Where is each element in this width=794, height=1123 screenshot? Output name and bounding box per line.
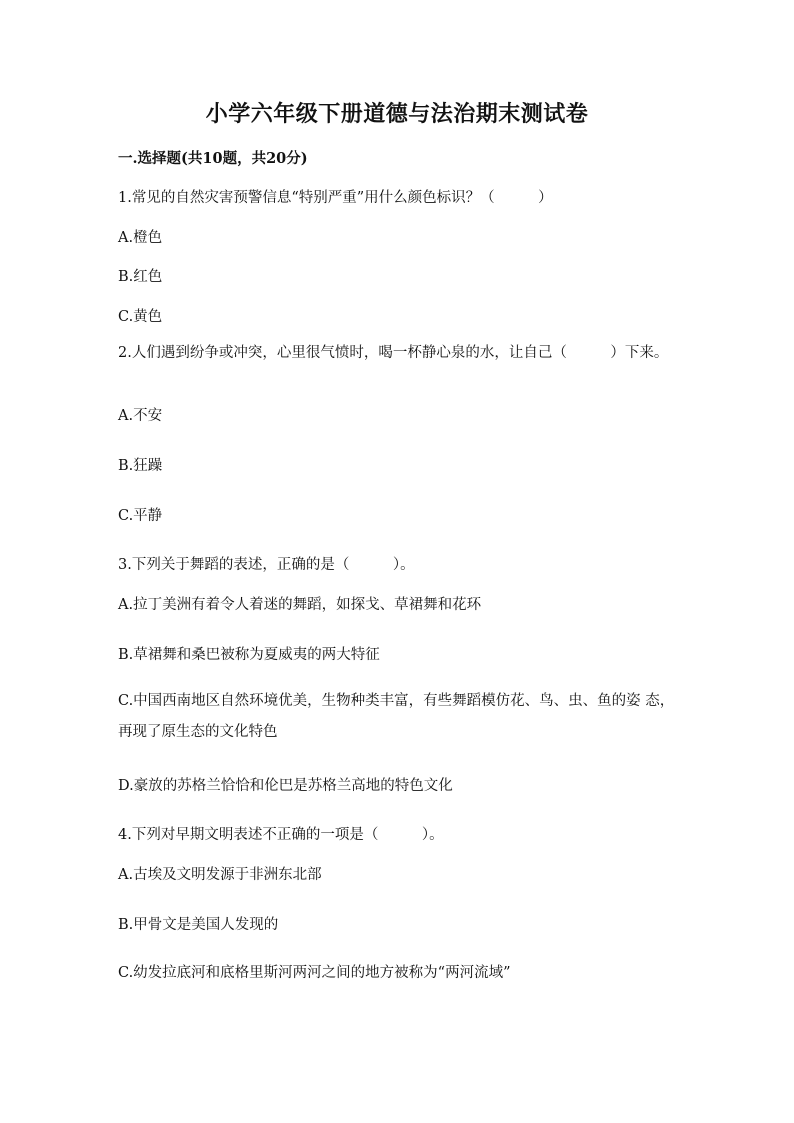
question-3-option-a: A.拉丁美洲有着令人着迷的舞蹈，如探戈、草裙舞和花环 — [118, 597, 482, 613]
question-4-option-c: C.幼发拉底河和底格里斯河两河之间的地方被称为“两河流域” — [118, 965, 511, 981]
question-4-option-a: A.古埃及文明发源于非洲东北部 — [118, 867, 322, 883]
question-3-option-d: D.豪放的苏格兰恰恰和伦巴是苏格兰高地的特色文化 — [118, 778, 453, 794]
exam-title: 小学六年级下册道德与法治期末测试卷 — [205, 101, 589, 127]
question-1-stem: 1.常见的自然灾害预警信息“特别严重”用什么颜色标识？（ ） — [118, 190, 553, 206]
question-2-option-c: C.平静 — [118, 508, 163, 524]
question-1-option-a: A.橙色 — [118, 230, 163, 246]
question-2-option-b: B.狂躁 — [118, 458, 163, 474]
question-4-option-b: B.甲骨文是美国人发现的 — [118, 917, 279, 933]
section-header: 一.选择题(共10题，共20分) — [118, 150, 308, 167]
question-3-option-b: B.草裙舞和桑巴被称为夏威夷的两大特征 — [118, 647, 380, 663]
question-1-option-b: B.红色 — [118, 269, 163, 285]
question-3-option-c: C.中国西南地区自然环境优美，生物种类丰富，有些舞蹈模仿花、鸟、虫、鱼的姿 态，再现了原生态的文化特色 — [118, 693, 675, 740]
question-2-stem: 2.人们遇到纷争或冲突，心里很气愤时，喝一杯静心泉的水，让自己（ ）下来。 — [118, 345, 669, 361]
question-4-stem: 4.下列对早期文明表述不正确的一项是（ ）。 — [118, 827, 444, 843]
question-1-option-c: C.黄色 — [118, 309, 163, 325]
question-2-option-a: A.不安 — [118, 408, 163, 424]
question-3-stem: 3.下列关于舞蹈的表述，正确的是（ ）。 — [118, 557, 415, 573]
